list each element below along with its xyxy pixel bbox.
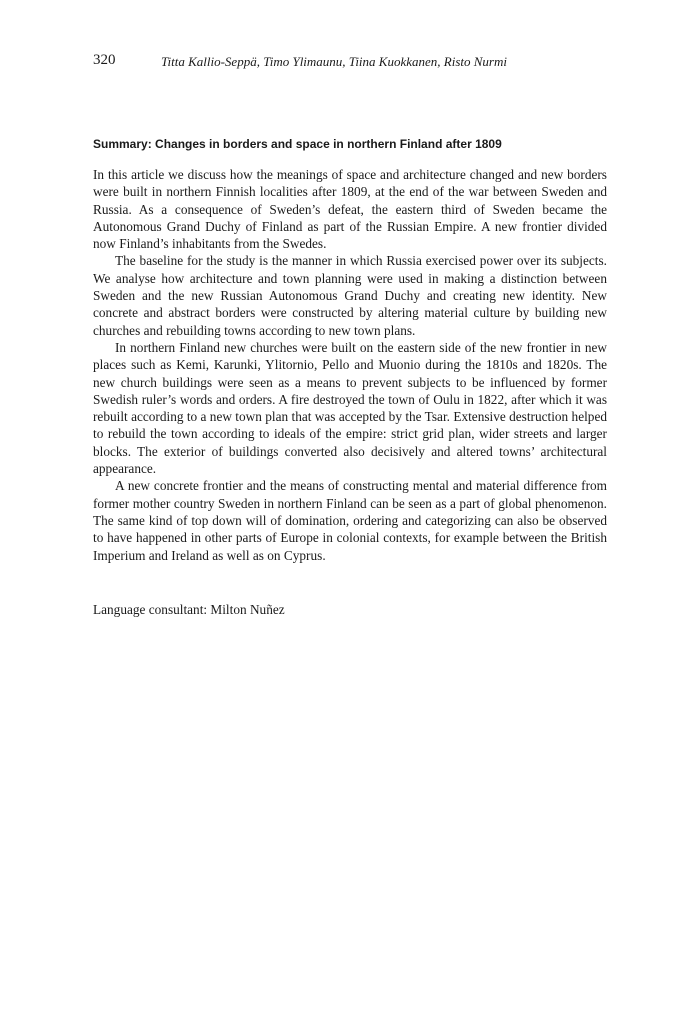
summary-paragraph-3: In northern Finland new churches were built on the eastern side of the new frontier in new places such as Kemi, Karunki, Ylitornio, Pello and Muonio during the 1810s and 1820s. The new church buildings were seen as a means to prevent subjects to be influenced by former Swedish ruler’s words and orders. A fire destroyed the town of Oulu in 1822, after which it was rebuilt according to a new town plan that was accepted by the Tsar. Extensive destruction helped to rebuild the town according to ideals of the empire: strict grid plan, wider streets and larger blocks. The exterior of buildings converted also decisively and altered towns’ architectural appearance. <box>93 339 607 477</box>
page-number: 320 <box>93 52 116 68</box>
summary-body <box>93 166 607 564</box>
summary-paragraph-4: A new concrete frontier and the means of constructing mental and material difference from former mother country Sweden in northern Finland can be seen as a part of global phenomenon. The same kind of top down will of domination, ordering and categorizing can also be observed to have happened in other parts of Europe in colonial contexts, for example between the British Imperium and Ireland as well as on Cyprus. <box>93 478 607 563</box>
running-head-authors: Titta Kallio-Seppä, Timo Ylimaunu, Tiina Kuokkanen, Risto Nurmi <box>161 54 507 69</box>
summary-paragraph-1: In this article we discuss how the meanings of space and architecture changed and new borders were built in northern Finnish localities after 1809, at the end of the war between Sweden and Russia. As a consequence of Sweden’s defeat, the eastern third of Sweden became the Autonomous Grand Duchy of Finland as part of the Russian Empire. A new frontier divided now Finland’s inhabitants from the Swedes. <box>93 167 607 252</box>
summary-paragraph-2: The baseline for the study is the manner in which Russia exercised power over its subjects. We analyse how architecture and town planning were used in making a distinction between Sweden and the new Russian Autonomous Grand Duchy and creating new identity. New concrete and abstract borders were constructed by altering material culture by building new churches and rebuilding towns according to new town plans. <box>93 253 607 338</box>
summary-heading: Summary: Changes in borders and space in northern Finland after 1809 <box>93 137 502 151</box>
language-consultant: Language consultant: Milton Nuñez <box>93 602 285 617</box>
